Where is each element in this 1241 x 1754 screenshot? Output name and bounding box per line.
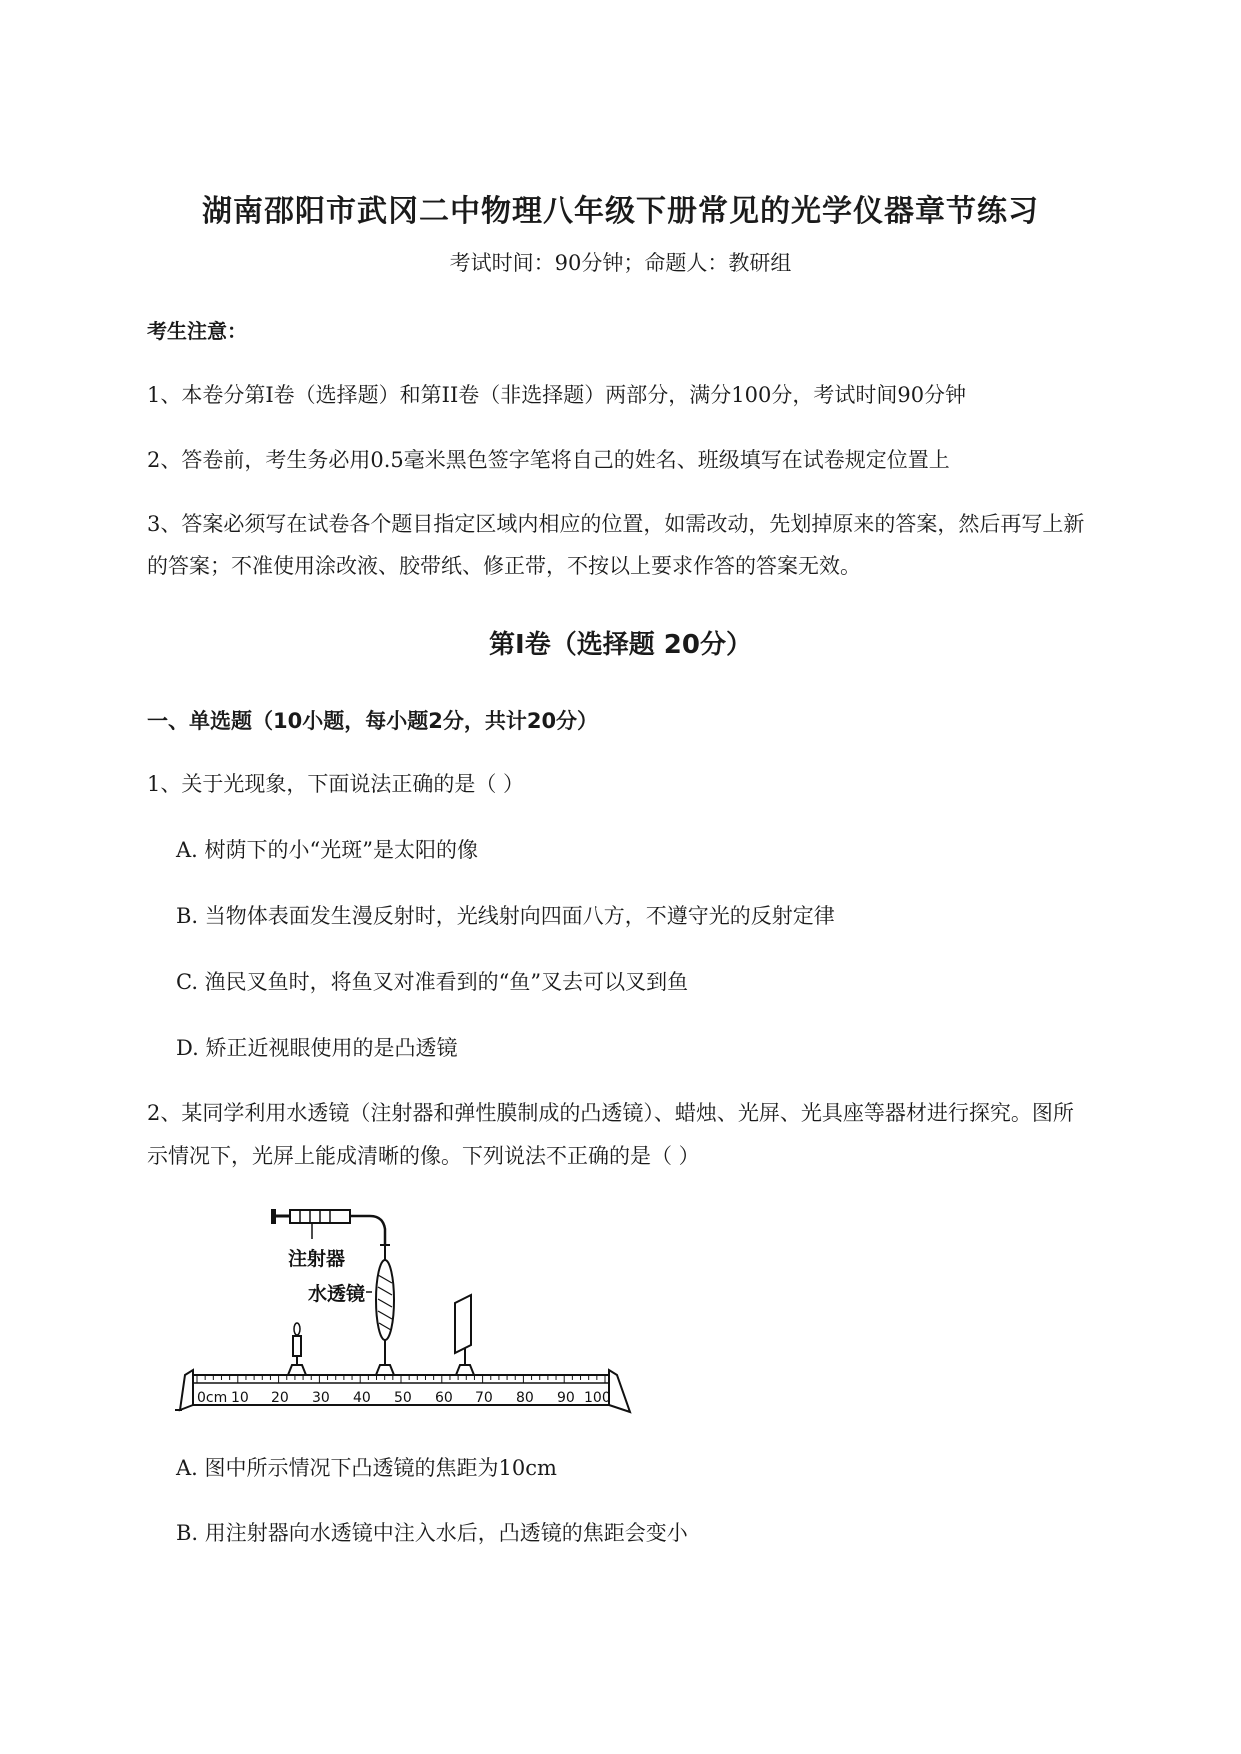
question-1-stem: 1、关于光现象，下面说法正确的是（ ） [147,772,525,796]
notice-item-1: 1、本卷分第I卷（选择题）和第II卷（非选择题）两部分，满分100分，考试时间90分钟 [147,383,967,407]
water-lens-icon [376,1241,394,1375]
scale-tick-label: 90 [557,1390,575,1406]
scale-tick-label: 50 [394,1390,412,1406]
notice-heading: 考生注意： [147,319,247,343]
scale-tick-label: 80 [516,1390,534,1406]
question-1-option-b: B. 当物体表面发生漫反射时，光线射向四面八方，不遵守光的反射定律 [176,904,835,928]
part-heading: 一、单选题（10小题，每小题2分，共计20分） [147,709,599,733]
section-title: 第I卷（选择题 20分） [489,630,752,660]
notice-item-3-continued: 的答案；不准使用涂改液、胶带纸、修正带，不按以上要求作答的答案无效。 [147,554,861,578]
scale-tick-label: 70 [475,1390,493,1406]
page-title: 湖南邵阳市武冈二中物理八年级下册常见的光学仪器章节练习 [202,194,1039,229]
question-2-option-b: B. 用注射器向水透镜中注入水后，凸透镜的焦距会变小 [176,1521,688,1545]
scale-tick-label: 10 [231,1390,249,1406]
question-2-stem: 2、某同学利用水透镜（注射器和弹性膜制成的凸透镜）、蜡烛、光屏、光具座等器材进行探究。图所 [147,1101,1074,1125]
syringe-label: 注射器 [288,1248,346,1270]
scale-tick-label: 30 [312,1390,330,1406]
question-1-option-a: A. 树荫下的小“光斑”是太阳的像 [176,838,478,862]
notice-item-3: 3、答案必须写在试卷各个题目指定区域内相应的位置，如需改动，先划掉原来的答案，然后再写上新 [147,512,1085,536]
question-2-stem-continued: 示情况下，光屏上能成清晰的像。下列说法不正确的是（ ） [147,1144,700,1168]
optical-bench-figure [175,1205,725,1419]
optical-bench-diagram [175,1205,725,1415]
light-screen-icon [455,1295,474,1375]
scale-unit-label: 0cm [197,1390,228,1406]
scale-tick-label: 60 [435,1390,453,1406]
question-1-option-c: C. 渔民叉鱼时，将鱼叉对准看到的“鱼”叉去可以叉到鱼 [176,970,689,994]
question-1-option-d: D. 矫正近视眼使用的是凸透镜 [176,1036,458,1060]
question-2-option-a: A. 图中所示情况下凸透镜的焦距为10cm [176,1456,557,1480]
exam-info: 考试时间：90分钟；命题人：教研组 [449,251,792,275]
candle-icon [288,1323,306,1375]
scale-tick-label: 40 [353,1390,371,1406]
scale-tick-label: 20 [271,1390,289,1406]
notice-item-2: 2、答卷前，考生务必用0.5毫米黑色签字笔将自己的姓名、班级填写在试卷规定位置上 [147,448,950,472]
syringe-icon [271,1209,385,1245]
scale-tick-label: 100 [584,1390,611,1406]
water-lens-label: 水透镜 [308,1283,366,1305]
